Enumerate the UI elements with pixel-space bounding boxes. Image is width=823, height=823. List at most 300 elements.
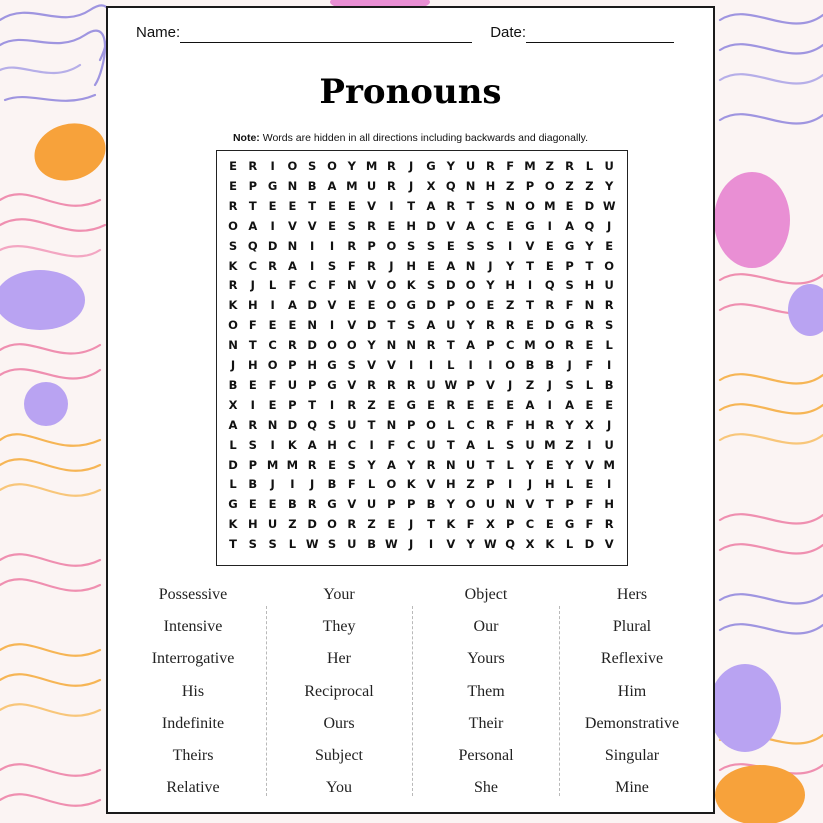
grid-letter[interactable]: Y xyxy=(367,338,376,353)
grid-letter[interactable]: G xyxy=(564,318,575,333)
grid-letter[interactable]: R xyxy=(228,198,238,213)
grid-letter[interactable]: H xyxy=(327,437,337,452)
grid-letter[interactable]: F xyxy=(347,258,356,273)
grid-letter[interactable]: N xyxy=(406,338,416,353)
grid-letter[interactable]: U xyxy=(604,278,614,293)
grid-letter[interactable]: F xyxy=(328,278,336,293)
grid-letter[interactable]: F xyxy=(506,159,515,173)
grid-letter[interactable]: H xyxy=(247,358,258,372)
grid-letter[interactable]: J xyxy=(567,358,572,372)
grid-letter[interactable]: J xyxy=(607,218,612,233)
grid-letter[interactable]: U xyxy=(267,517,278,532)
grid-letter[interactable]: J xyxy=(527,477,533,492)
grid-letter[interactable]: O xyxy=(465,278,476,293)
grid-letter[interactable]: R xyxy=(545,417,555,432)
grid-letter[interactable]: E xyxy=(268,397,277,412)
grid-letter[interactable]: E xyxy=(248,497,257,512)
grid-letter[interactable]: R xyxy=(446,397,456,412)
grid-letter[interactable]: X xyxy=(525,537,535,552)
grid-letter[interactable]: P xyxy=(406,497,416,512)
grid-letter[interactable]: K xyxy=(228,298,238,313)
grid-letter[interactable]: U xyxy=(465,159,476,173)
grid-letter[interactable]: Z xyxy=(367,397,376,412)
grid-letter[interactable]: V xyxy=(347,318,357,333)
grid-letter[interactable]: R xyxy=(485,318,495,333)
grid-letter[interactable]: O xyxy=(287,159,298,173)
grid-letter[interactable]: I xyxy=(270,159,275,173)
grid-letter[interactable]: S xyxy=(248,437,257,452)
grid-letter[interactable]: V xyxy=(367,358,377,372)
grid-letter[interactable]: I xyxy=(587,437,592,452)
grid-letter[interactable]: P xyxy=(486,477,495,492)
grid-letter[interactable]: G xyxy=(406,298,416,313)
grid-letter[interactable]: X xyxy=(426,178,436,193)
grid-letter[interactable]: N xyxy=(386,338,397,353)
grid-letter[interactable]: H xyxy=(604,497,614,512)
grid-letter[interactable]: E xyxy=(466,397,475,412)
grid-letter[interactable]: E xyxy=(427,397,435,412)
grid-letter[interactable]: K xyxy=(545,537,555,552)
grid-letter[interactable]: R xyxy=(604,517,614,532)
grid-letter[interactable]: D xyxy=(307,517,317,532)
grid-letter[interactable]: J xyxy=(250,278,255,293)
grid-letter[interactable]: D xyxy=(307,298,317,313)
grid-letter[interactable]: V xyxy=(367,198,377,213)
grid-letter[interactable]: E xyxy=(446,238,455,253)
grid-letter[interactable]: A xyxy=(565,397,575,412)
grid-letter[interactable]: J xyxy=(270,477,275,492)
grid-letter[interactable]: B xyxy=(426,497,436,512)
grid-letter[interactable]: U xyxy=(347,417,357,432)
grid-letter[interactable]: S xyxy=(347,457,356,472)
grid-letter[interactable]: I xyxy=(329,318,335,333)
grid-letter[interactable]: O xyxy=(544,178,555,193)
grid-letter[interactable]: Z xyxy=(545,159,554,173)
grid-letter[interactable]: S xyxy=(347,358,356,372)
grid-letter[interactable]: J xyxy=(310,477,315,492)
grid-letter[interactable]: I xyxy=(547,218,552,233)
grid-letter[interactable]: V xyxy=(485,377,495,392)
grid-letter[interactable]: S xyxy=(565,377,574,392)
grid-letter[interactable]: J xyxy=(389,258,394,273)
grid-letter[interactable]: V xyxy=(347,377,357,392)
grid-letter[interactable]: N xyxy=(445,457,456,472)
grid-letter[interactable]: H xyxy=(406,258,416,273)
grid-letter[interactable]: I xyxy=(547,397,552,412)
grid-letter[interactable]: M xyxy=(365,159,378,173)
grid-letter[interactable]: N xyxy=(465,178,476,193)
grid-letter[interactable]: A xyxy=(466,218,476,233)
grid-letter[interactable]: A xyxy=(466,437,476,452)
grid-letter[interactable]: L xyxy=(229,477,237,492)
grid-letter[interactable]: O xyxy=(386,278,397,293)
grid-letter[interactable]: P xyxy=(248,178,258,193)
grid-letter[interactable]: E xyxy=(367,298,376,313)
grid-letter[interactable]: M xyxy=(266,457,279,472)
grid-letter[interactable]: O xyxy=(346,338,357,353)
grid-letter[interactable]: S xyxy=(327,537,337,552)
grid-letter[interactable]: C xyxy=(248,258,258,273)
grid-letter[interactable]: G xyxy=(406,397,416,412)
grid-letter[interactable]: S xyxy=(248,537,257,552)
grid-letter[interactable]: I xyxy=(428,358,434,372)
grid-letter[interactable]: R xyxy=(565,159,575,173)
grid-letter[interactable]: R xyxy=(248,159,258,173)
grid-letter[interactable]: D xyxy=(584,537,595,552)
grid-letter[interactable]: S xyxy=(327,417,337,432)
grid-letter[interactable]: R xyxy=(505,318,515,333)
grid-letter[interactable]: G xyxy=(426,159,436,173)
grid-letter[interactable]: R xyxy=(485,159,495,173)
grid-letter[interactable]: A xyxy=(426,318,436,333)
grid-letter[interactable]: C xyxy=(525,517,535,532)
grid-letter[interactable]: S xyxy=(565,278,574,293)
grid-letter[interactable]: E xyxy=(545,238,554,253)
grid-letter[interactable]: V xyxy=(446,537,456,552)
grid-letter[interactable]: J xyxy=(409,517,414,532)
grid-letter[interactable]: B xyxy=(525,358,535,372)
grid-letter[interactable]: T xyxy=(248,338,257,353)
grid-letter[interactable]: Z xyxy=(565,437,574,452)
grid-letter[interactable]: R xyxy=(604,298,614,313)
grid-letter[interactable]: V xyxy=(327,298,337,313)
grid-letter[interactable]: X xyxy=(228,397,238,412)
grid-letter[interactable]: J xyxy=(607,417,612,432)
grid-letter[interactable]: R xyxy=(367,258,377,273)
grid-letter[interactable]: K xyxy=(287,437,297,452)
grid-letter[interactable]: Z xyxy=(585,178,594,193)
grid-letter[interactable]: B xyxy=(367,537,376,552)
grid-letter[interactable]: P xyxy=(446,298,456,313)
grid-letter[interactable]: J xyxy=(508,377,513,392)
grid-letter[interactable]: Y xyxy=(407,457,416,472)
grid-letter[interactable]: D xyxy=(426,218,436,233)
grid-letter[interactable]: F xyxy=(268,377,277,392)
grid-letter[interactable]: M xyxy=(346,178,358,193)
grid-letter[interactable]: E xyxy=(506,218,515,233)
grid-letter[interactable]: I xyxy=(329,238,335,253)
grid-letter[interactable]: V xyxy=(604,537,614,552)
grid-letter[interactable]: O xyxy=(327,338,337,353)
grid-letter[interactable]: D xyxy=(446,278,456,293)
grid-letter[interactable]: O xyxy=(386,298,397,313)
grid-letter[interactable]: S xyxy=(268,537,277,552)
grid-letter[interactable]: V xyxy=(367,278,377,293)
grid-letter[interactable]: C xyxy=(486,218,495,233)
grid-letter[interactable]: P xyxy=(288,397,297,412)
grid-letter[interactable]: I xyxy=(468,358,473,372)
grid-letter[interactable]: B xyxy=(228,377,238,392)
grid-letter[interactable]: F xyxy=(585,497,594,512)
grid-letter[interactable]: D xyxy=(584,198,595,213)
grid-letter[interactable]: H xyxy=(307,358,317,372)
grid-letter[interactable]: A xyxy=(307,437,317,452)
grid-letter[interactable]: R xyxy=(386,377,396,392)
grid-letter[interactable]: P xyxy=(248,457,258,472)
grid-letter[interactable]: H xyxy=(485,178,496,193)
grid-letter[interactable]: Y xyxy=(525,457,535,472)
grid-letter[interactable]: R xyxy=(248,417,258,432)
grid-letter[interactable]: E xyxy=(387,397,396,412)
grid-letter[interactable]: K xyxy=(228,517,238,532)
grid-letter[interactable]: R xyxy=(426,338,436,353)
grid-letter[interactable]: E xyxy=(268,318,277,333)
grid-letter[interactable]: A xyxy=(248,218,258,233)
grid-letter[interactable]: Z xyxy=(506,178,515,193)
grid-letter[interactable]: O xyxy=(386,477,397,492)
grid-letter[interactable]: S xyxy=(506,437,515,452)
grid-letter[interactable]: Q xyxy=(584,218,595,233)
grid-letter[interactable]: K xyxy=(228,258,238,273)
name-line[interactable] xyxy=(180,24,472,43)
grid-letter[interactable]: U xyxy=(426,437,436,452)
grid-letter[interactable]: G xyxy=(564,517,575,532)
grid-letter[interactable]: E xyxy=(229,178,237,193)
grid-letter[interactable]: T xyxy=(407,198,416,213)
grid-letter[interactable]: W xyxy=(385,537,398,552)
grid-letter[interactable]: J xyxy=(409,537,414,552)
grid-letter[interactable]: L xyxy=(268,278,277,293)
grid-letter[interactable]: T xyxy=(308,198,317,213)
grid-letter[interactable]: A xyxy=(426,198,436,213)
grid-letter[interactable]: E xyxy=(387,218,396,233)
grid-letter[interactable]: C xyxy=(307,278,317,293)
grid-letter[interactable]: A xyxy=(466,338,476,353)
grid-letter[interactable]: O xyxy=(267,358,278,372)
grid-letter[interactable]: E xyxy=(328,218,336,233)
grid-letter[interactable]: Y xyxy=(605,178,614,193)
grid-letter[interactable]: R xyxy=(347,238,357,253)
grid-letter[interactable]: E xyxy=(585,338,594,353)
grid-letter[interactable]: E xyxy=(486,397,495,412)
grid-letter[interactable]: V xyxy=(287,218,297,233)
grid-letter[interactable]: F xyxy=(585,517,594,532)
grid-letter[interactable]: A xyxy=(386,457,396,472)
grid-letter[interactable]: Q xyxy=(505,537,516,552)
grid-letter[interactable]: B xyxy=(545,358,555,372)
grid-letter[interactable]: F xyxy=(565,298,574,313)
grid-letter[interactable]: R xyxy=(347,517,357,532)
grid-letter[interactable]: E xyxy=(585,477,594,492)
grid-letter[interactable]: Y xyxy=(565,457,574,472)
grid-letter[interactable]: A xyxy=(287,298,297,313)
grid-letter[interactable]: N xyxy=(228,338,238,353)
grid-letter[interactable]: I xyxy=(488,358,493,372)
grid-letter[interactable]: V xyxy=(446,218,456,233)
grid-letter[interactable]: T xyxy=(585,258,594,273)
grid-letter[interactable]: C xyxy=(406,437,416,452)
grid-letter[interactable]: L xyxy=(447,358,455,372)
grid-letter[interactable]: Q xyxy=(445,178,456,193)
grid-letter[interactable]: C xyxy=(347,437,357,452)
grid-letter[interactable]: N xyxy=(287,238,298,253)
grid-letter[interactable]: N xyxy=(505,497,515,512)
grid-letter[interactable]: Y xyxy=(565,417,574,432)
grid-letter[interactable]: S xyxy=(308,159,317,173)
grid-letter[interactable]: Z xyxy=(367,517,376,532)
grid-letter[interactable]: P xyxy=(288,358,297,372)
grid-letter[interactable]: F xyxy=(466,517,475,532)
grid-letter[interactable]: P xyxy=(307,377,317,392)
grid-letter[interactable]: L xyxy=(605,338,613,353)
grid-letter[interactable]: O xyxy=(604,258,615,273)
grid-letter[interactable]: Z xyxy=(565,178,574,193)
grid-letter[interactable]: R xyxy=(287,338,297,353)
grid-letter[interactable]: O xyxy=(386,238,397,253)
grid-letter[interactable]: O xyxy=(228,218,238,233)
grid-letter[interactable]: L xyxy=(486,437,495,452)
grid-letter[interactable]: M xyxy=(286,457,299,472)
grid-letter[interactable]: L xyxy=(288,537,297,552)
grid-letter[interactable]: O xyxy=(505,358,516,372)
grid-letter[interactable]: W xyxy=(602,198,616,213)
grid-letter[interactable]: D xyxy=(366,318,377,333)
grid-letter[interactable]: V xyxy=(347,497,357,512)
grid-letter[interactable]: Z xyxy=(288,517,297,532)
grid-letter[interactable]: S xyxy=(407,238,416,253)
grid-letter[interactable]: I xyxy=(270,437,275,452)
grid-letter[interactable]: T xyxy=(367,417,376,432)
grid-letter[interactable]: P xyxy=(565,258,574,273)
grid-letter[interactable]: D xyxy=(426,298,436,313)
grid-letter[interactable]: L xyxy=(565,537,574,552)
grid-letter[interactable]: E xyxy=(347,298,356,313)
grid-letter[interactable]: R xyxy=(584,318,594,333)
grid-letter[interactable]: L xyxy=(585,159,594,173)
grid-letter[interactable]: Y xyxy=(585,238,594,253)
grid-letter[interactable]: U xyxy=(347,537,357,552)
grid-letter[interactable]: M xyxy=(603,457,615,472)
grid-letter[interactable]: Z xyxy=(466,477,475,492)
grid-letter[interactable]: J xyxy=(409,159,414,173)
grid-letter[interactable]: T xyxy=(526,258,534,273)
grid-letter[interactable]: E xyxy=(328,457,336,472)
grid-letter[interactable]: I xyxy=(428,537,434,552)
grid-letter[interactable]: W xyxy=(444,377,458,392)
grid-letter[interactable]: V xyxy=(525,238,535,253)
grid-letter[interactable]: V xyxy=(307,218,317,233)
grid-letter[interactable]: T xyxy=(526,298,534,313)
grid-letter[interactable]: U xyxy=(446,318,456,333)
grid-letter[interactable]: I xyxy=(310,238,315,253)
grid-letter[interactable]: O xyxy=(228,318,238,333)
grid-letter[interactable]: V xyxy=(426,477,436,492)
grid-letter[interactable]: S xyxy=(426,278,436,293)
grid-letter[interactable]: B xyxy=(327,477,337,492)
grid-letter[interactable]: R xyxy=(426,457,436,472)
grid-letter[interactable]: J xyxy=(488,258,493,273)
grid-letter[interactable]: A xyxy=(525,397,535,412)
grid-letter[interactable]: I xyxy=(250,397,255,412)
grid-letter[interactable]: A xyxy=(327,178,337,193)
grid-letter[interactable]: U xyxy=(525,437,535,452)
grid-letter[interactable]: U xyxy=(366,497,377,512)
grid-letter[interactable]: T xyxy=(248,198,257,213)
grid-letter[interactable]: E xyxy=(585,397,594,412)
grid-letter[interactable]: S xyxy=(327,258,337,273)
grid-letter[interactable]: G xyxy=(525,218,535,233)
grid-letter[interactable]: Z xyxy=(506,298,515,313)
grid-letter[interactable]: B xyxy=(288,497,297,512)
grid-letter[interactable]: J xyxy=(547,377,552,392)
grid-letter[interactable]: T xyxy=(466,198,475,213)
grid-letter[interactable]: I xyxy=(270,218,275,233)
date-line[interactable] xyxy=(526,24,674,43)
grid-letter[interactable]: T xyxy=(387,318,396,333)
grid-letter[interactable]: P xyxy=(505,517,515,532)
grid-letter[interactable]: Y xyxy=(446,497,455,512)
grid-letter[interactable]: L xyxy=(447,417,455,432)
grid-letter[interactable]: E xyxy=(545,517,554,532)
grid-letter[interactable]: S xyxy=(407,318,416,333)
grid-letter[interactable]: U xyxy=(366,178,377,193)
grid-letter[interactable]: H xyxy=(544,477,555,492)
grid-letter[interactable]: L xyxy=(367,477,376,492)
grid-letter[interactable]: Q xyxy=(307,417,318,432)
grid-letter[interactable]: E xyxy=(605,238,614,253)
grid-letter[interactable]: P xyxy=(486,338,495,353)
grid-letter[interactable]: H xyxy=(247,298,258,313)
grid-letter[interactable]: T xyxy=(545,497,554,512)
grid-letter[interactable]: Y xyxy=(466,537,475,552)
grid-letter[interactable]: I xyxy=(329,397,335,412)
grid-letter[interactable]: F xyxy=(387,437,396,452)
grid-letter[interactable]: A xyxy=(565,218,575,233)
grid-letter[interactable]: H xyxy=(525,417,535,432)
grid-letter[interactable]: I xyxy=(607,358,612,372)
grid-letter[interactable]: Q xyxy=(247,238,258,253)
grid-letter[interactable]: V xyxy=(386,358,396,372)
grid-letter[interactable]: G xyxy=(327,497,337,512)
grid-letter[interactable]: T xyxy=(427,517,435,532)
grid-letter[interactable]: G xyxy=(564,238,575,253)
grid-letter[interactable]: P xyxy=(565,497,574,512)
grid-letter[interactable]: E xyxy=(526,318,534,333)
grid-letter[interactable]: U xyxy=(465,457,476,472)
grid-letter[interactable]: A xyxy=(228,417,238,432)
grid-letter[interactable]: D xyxy=(307,338,317,353)
grid-letter[interactable]: E xyxy=(288,318,297,333)
grid-letter[interactable]: S xyxy=(228,238,238,253)
grid-letter[interactable]: M xyxy=(524,159,536,173)
grid-letter[interactable]: E xyxy=(545,258,554,273)
grid-letter[interactable]: O xyxy=(327,517,337,532)
grid-letter[interactable]: P xyxy=(367,238,376,253)
grid-letter[interactable]: W xyxy=(305,537,319,552)
grid-letter[interactable]: Y xyxy=(466,318,475,333)
grid-letter[interactable]: P xyxy=(406,417,416,432)
grid-letter[interactable]: G xyxy=(267,178,278,193)
grid-letter[interactable]: R xyxy=(268,258,278,273)
grid-letter[interactable]: O xyxy=(465,497,476,512)
grid-letter[interactable]: B xyxy=(604,377,614,392)
grid-letter[interactable]: N xyxy=(307,318,317,333)
grid-letter[interactable]: L xyxy=(506,457,514,472)
grid-letter[interactable]: H xyxy=(247,517,258,532)
grid-letter[interactable]: X xyxy=(485,517,495,532)
grid-letter[interactable]: E xyxy=(288,198,297,213)
grid-letter[interactable]: G xyxy=(327,358,337,372)
grid-letter[interactable]: E xyxy=(268,198,277,213)
grid-letter[interactable]: E xyxy=(545,457,554,472)
grid-letter[interactable]: P xyxy=(525,178,535,193)
grid-letter[interactable]: P xyxy=(466,377,475,392)
grid-letter[interactable]: U xyxy=(426,377,436,392)
grid-letter[interactable]: I xyxy=(310,258,315,273)
grid-letter[interactable]: O xyxy=(426,417,436,432)
grid-letter[interactable]: M xyxy=(544,437,556,452)
grid-letter[interactable]: T xyxy=(486,457,495,472)
